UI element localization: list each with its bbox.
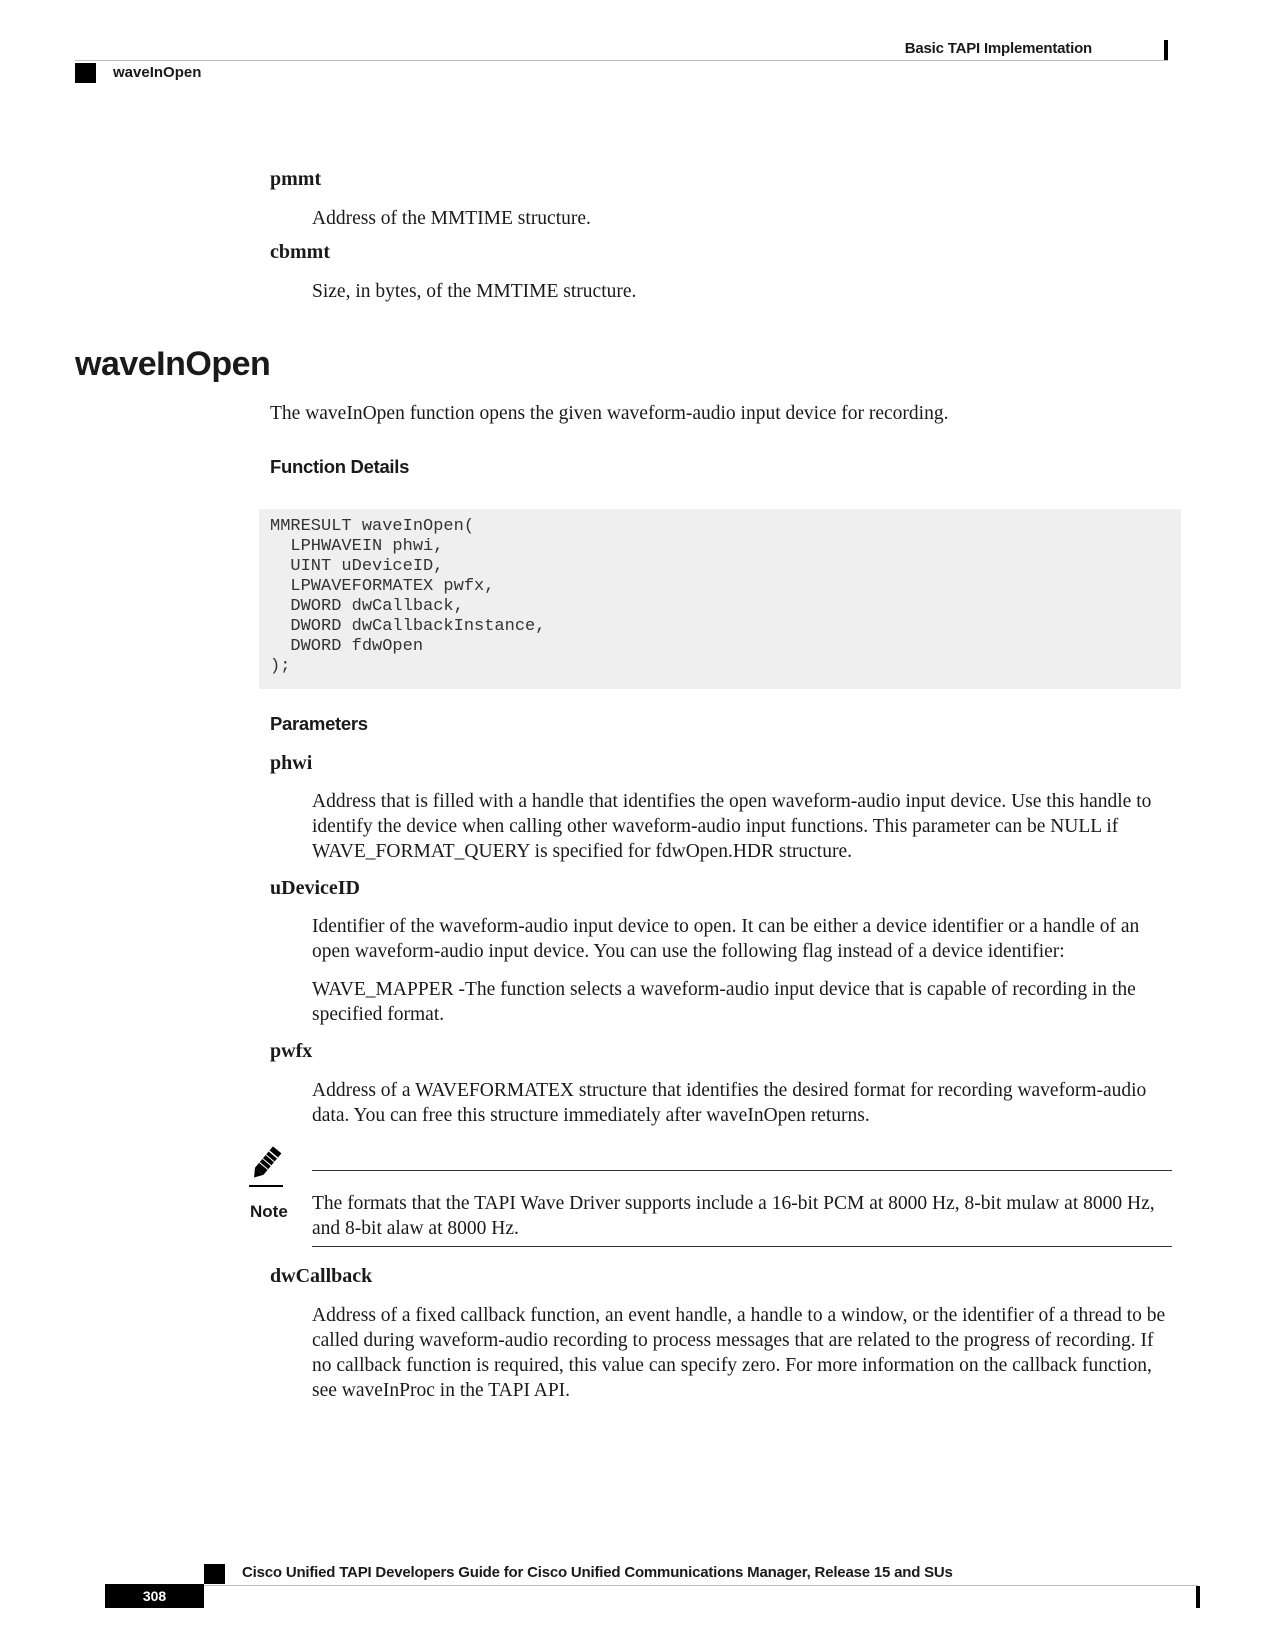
- footer-bar-marker: [1196, 1586, 1200, 1608]
- section-title: waveInOpen: [75, 345, 271, 383]
- running-header-topic: waveInOpen: [113, 64, 202, 81]
- code-line: LPWAVEFORMATEX pwfx,: [270, 577, 495, 596]
- code-line: UINT uDeviceID,: [270, 557, 444, 576]
- page-number: 308: [105, 1584, 204, 1608]
- param-name-dwcallback: dwCallback: [270, 1265, 373, 1287]
- code-line: MMRESULT waveInOpen(: [270, 517, 475, 536]
- function-details-heading: Function Details: [270, 456, 410, 477]
- param-name-udeviceid: uDeviceID: [270, 877, 360, 899]
- header-bar-marker: [1164, 40, 1168, 60]
- pencil-note-icon: [245, 1146, 287, 1188]
- param-name-pmmt: pmmt: [270, 168, 322, 190]
- code-block: [259, 509, 1181, 689]
- section-intro: The waveInOpen function opens the given waveform-audio input device for recording.: [270, 403, 949, 424]
- param-desc-udeviceid: Identifier of the waveform-audio input device to open. It can be either a device identifier or a handle of an open waveform-audio input device. You can use the following flag instead of a device identifier:: [312, 916, 1140, 962]
- code-line: DWORD fdwOpen: [270, 637, 424, 656]
- footer-square-marker: [204, 1564, 225, 1584]
- parameters-heading: Parameters: [270, 713, 368, 734]
- running-header-section: Basic TAPI Implementation: [904, 40, 1092, 57]
- param-desc-phwi: Address that is filled with a handle that identifies the open waveform-audio input device. Use this handle to identify the device when calling other waveform-audio input functions. This parameter can be NULL if WAVE_FORMAT_QUERY is specified for fdwOpen.HDR structure.: [312, 791, 1152, 862]
- note-label: Note: [250, 1202, 288, 1221]
- param-desc-dwcallback: Address of a fixed callback function, an event handle, a handle to a window, or the identifier of a thread to be called during waveform-audio recording to process messages that are related to the progress of recording. If no callback function is required, this value can specify zero. For more information on the callback function, see waveInProc in the TAPI API.: [312, 1305, 1166, 1401]
- code-line: );: [270, 657, 291, 676]
- note-bottom-rule: [312, 1246, 1172, 1247]
- footer-rule: [204, 1585, 1198, 1586]
- param-desc-cbmmt: Size, in bytes, of the MMTIME structure.: [312, 281, 637, 302]
- param-desc-pmmt: Address of the MMTIME structure.: [312, 208, 591, 229]
- code-line: LPHWAVEIN phwi,: [270, 537, 444, 556]
- header-square-marker: [75, 63, 96, 83]
- code-line: DWORD dwCallback,: [270, 597, 464, 616]
- code-line: DWORD dwCallbackInstance,: [270, 617, 546, 636]
- footer-title: Cisco Unified TAPI Developers Guide for Cisco Unified Communications Manager, Release 15 and SUs: [242, 1564, 953, 1581]
- note-top-rule: [312, 1170, 1172, 1171]
- param-extra-wave-mapper: WAVE_MAPPER -The function selects a waveform-audio input device that is capable of recording in the specified format.: [312, 979, 1136, 1025]
- param-name-cbmmt: cbmmt: [270, 241, 330, 263]
- param-name-pwfx: pwfx: [270, 1040, 313, 1062]
- note-text: The formats that the TAPI Wave Driver supports include a 16-bit PCM at 8000 Hz, 8-bit mulaw at 8000 Hz, and 8-bit alaw at 8000 Hz.: [312, 1193, 1155, 1239]
- param-desc-pwfx: Address of a WAVEFORMATEX structure that identifies the desired format for recording waveform-audio data. You can free this structure immediately after waveInOpen returns.: [312, 1080, 1147, 1126]
- header-rule: [75, 60, 1168, 61]
- param-name-phwi: phwi: [270, 752, 313, 774]
